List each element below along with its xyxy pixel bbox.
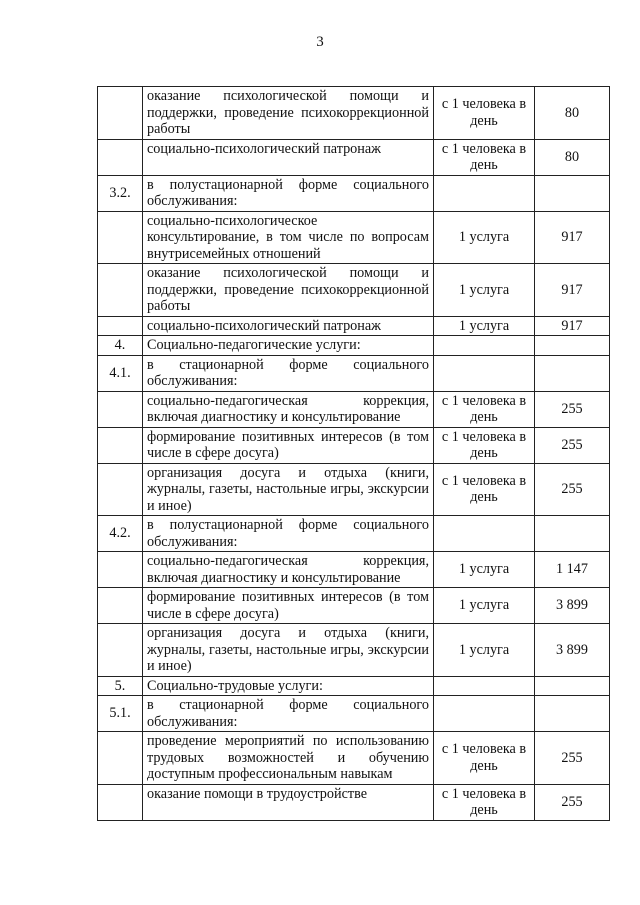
- row-number-cell: [98, 391, 143, 427]
- table-row: [98, 463, 610, 516]
- row-number-cell: 5.: [98, 676, 143, 696]
- service-description-cell: Социально-трудовые услуги:: [143, 676, 434, 696]
- table-row: [98, 139, 610, 175]
- row-number-cell: [98, 139, 143, 175]
- tariff-value-cell: 917: [535, 264, 610, 317]
- table-row: [98, 211, 610, 264]
- tariff-value-cell: 255: [535, 463, 610, 516]
- row-number-cell: [98, 87, 143, 140]
- row-number-cell: 4.1.: [98, 355, 143, 391]
- row-number-cell: 4.: [98, 336, 143, 356]
- service-description-cell: оказание помощи в трудоустройстве: [143, 784, 434, 820]
- unit-cell: [434, 336, 535, 356]
- table-row: [98, 516, 610, 552]
- row-number-cell: [98, 316, 143, 336]
- tariff-value-cell: 80: [535, 139, 610, 175]
- service-description-cell: социально-психологическое консультирование, в том числе по вопросам внутрисемейных отношений: [143, 211, 434, 264]
- row-number-cell: [98, 732, 143, 785]
- unit-cell: [434, 696, 535, 732]
- row-number-cell: [98, 264, 143, 317]
- tariff-value-cell: 917: [535, 211, 610, 264]
- services-table-body: [98, 87, 610, 821]
- table-row: [98, 427, 610, 463]
- service-description-cell: социально-психологический патронаж: [143, 316, 434, 336]
- tariff-value-cell: [535, 696, 610, 732]
- tariff-value-cell: 1 147: [535, 552, 610, 588]
- row-number-cell: 5.1.: [98, 696, 143, 732]
- row-number-cell: 3.2.: [98, 175, 143, 211]
- table-row: [98, 336, 610, 356]
- unit-cell: с 1 человека в день: [434, 391, 535, 427]
- service-description-cell: формирование позитивных интересов (в том числе в сфере досуга): [143, 588, 434, 624]
- table-row: [98, 355, 610, 391]
- unit-cell: [434, 175, 535, 211]
- unit-cell: [434, 676, 535, 696]
- table-row: [98, 552, 610, 588]
- tariff-value-cell: 80: [535, 87, 610, 140]
- tariff-value-cell: 917: [535, 316, 610, 336]
- tariff-value-cell: 3 899: [535, 588, 610, 624]
- unit-cell: 1 услуга: [434, 316, 535, 336]
- unit-cell: с 1 человека в день: [434, 427, 535, 463]
- table-row: [98, 588, 610, 624]
- tariff-value-cell: 255: [535, 427, 610, 463]
- table-row: [98, 175, 610, 211]
- service-description-cell: Социально-педагогические услуги:: [143, 336, 434, 356]
- service-description-cell: социально-педагогическая коррекция, включая диагностику и консультирование: [143, 391, 434, 427]
- unit-cell: 1 услуга: [434, 552, 535, 588]
- tariff-value-cell: 255: [535, 784, 610, 820]
- service-description-cell: организация досуга и отдыха (книги, журналы, газеты, настольные игры, экскурсии и иное): [143, 463, 434, 516]
- table-row: [98, 391, 610, 427]
- tariff-value-cell: 3 899: [535, 624, 610, 677]
- table-row: [98, 784, 610, 820]
- table-row: [98, 264, 610, 317]
- unit-cell: [434, 516, 535, 552]
- row-number-cell: [98, 588, 143, 624]
- service-description-cell: социально-педагогическая коррекция, включая диагностику и консультирование: [143, 552, 434, 588]
- tariff-value-cell: 255: [535, 391, 610, 427]
- service-description-cell: оказание психологической помощи и поддержки, проведение психокоррекционной работы: [143, 87, 434, 140]
- tariff-value-cell: [535, 516, 610, 552]
- unit-cell: с 1 человека в день: [434, 732, 535, 785]
- table-row: [98, 732, 610, 785]
- unit-cell: с 1 человека в день: [434, 87, 535, 140]
- service-description-cell: оказание психологической помощи и поддержки, проведение психокоррекционной работы: [143, 264, 434, 317]
- table-row: [98, 696, 610, 732]
- tariff-value-cell: [535, 336, 610, 356]
- unit-cell: с 1 человека в день: [434, 784, 535, 820]
- service-description-cell: в стационарной форме социального обслуживания:: [143, 355, 434, 391]
- tariff-value-cell: 255: [535, 732, 610, 785]
- row-number-cell: [98, 624, 143, 677]
- unit-cell: 1 услуга: [434, 264, 535, 317]
- page-number: 3: [316, 34, 324, 50]
- tariff-value-cell: [535, 676, 610, 696]
- table-row: [98, 87, 610, 140]
- service-description-cell: проведение мероприятий по использованию трудовых возможностей и обучению доступным профессиональным навыкам: [143, 732, 434, 785]
- unit-cell: с 1 человека в день: [434, 139, 535, 175]
- service-description-cell: в стационарной форме социального обслуживания:: [143, 696, 434, 732]
- row-number-cell: [98, 552, 143, 588]
- unit-cell: 1 услуга: [434, 588, 535, 624]
- tariff-value-cell: [535, 175, 610, 211]
- row-number-cell: [98, 784, 143, 820]
- service-description-cell: формирование позитивных интересов (в том числе в сфере досуга): [143, 427, 434, 463]
- service-description-cell: в полустационарной форме социального обслуживания:: [143, 175, 434, 211]
- unit-cell: [434, 355, 535, 391]
- service-description-cell: социально-психологический патронаж: [143, 139, 434, 175]
- row-number-cell: [98, 427, 143, 463]
- unit-cell: 1 услуга: [434, 624, 535, 677]
- unit-cell: с 1 человека в день: [434, 463, 535, 516]
- tariff-value-cell: [535, 355, 610, 391]
- unit-cell: 1 услуга: [434, 211, 535, 264]
- table-row: [98, 624, 610, 677]
- row-number-cell: [98, 463, 143, 516]
- table-row: [98, 676, 610, 696]
- service-description-cell: организация досуга и отдыха (книги, журналы, газеты, настольные игры, экскурсии и иное): [143, 624, 434, 677]
- services-table: [97, 86, 610, 821]
- row-number-cell: [98, 211, 143, 264]
- row-number-cell: 4.2.: [98, 516, 143, 552]
- table-row: [98, 316, 610, 336]
- service-description-cell: в полустационарной форме социального обслуживания:: [143, 516, 434, 552]
